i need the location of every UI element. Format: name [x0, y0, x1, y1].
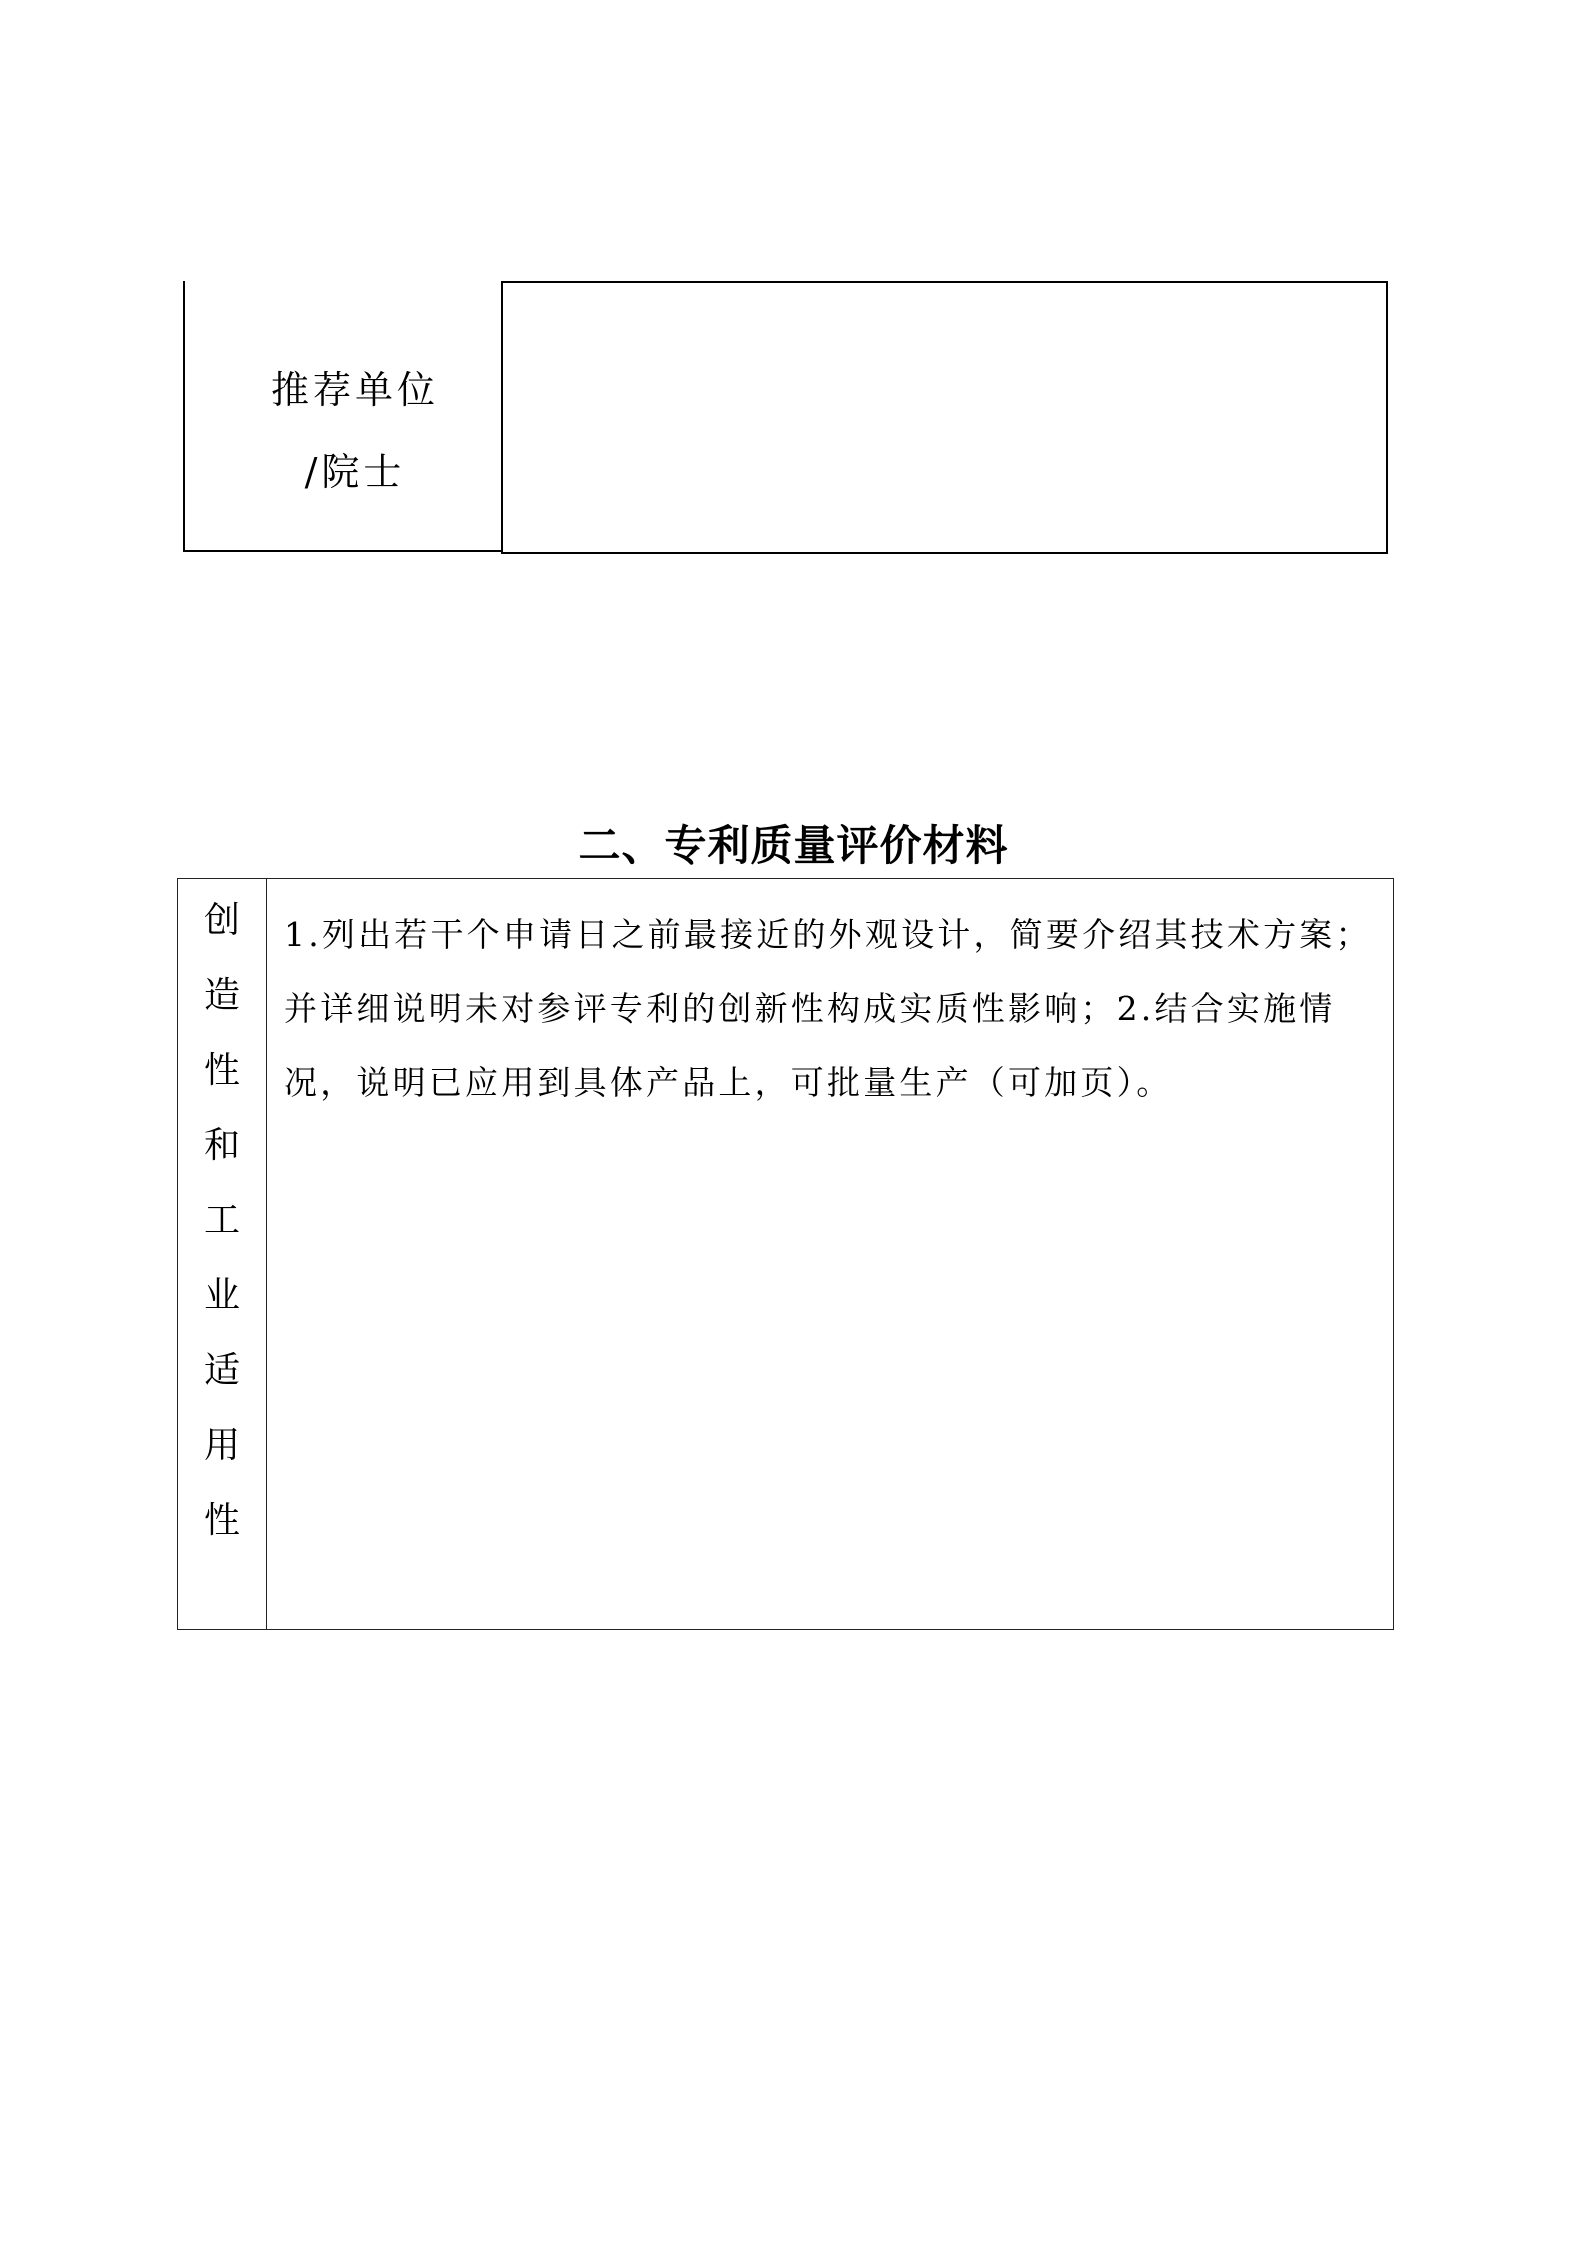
recommender-label-line1: 推荐单位 — [270, 368, 439, 412]
label-char: 业 — [203, 1275, 240, 1316]
label-char: 用 — [203, 1425, 240, 1466]
evaluation-table — [177, 878, 1394, 1630]
label-char: 工 — [203, 1200, 240, 1241]
label-char: 性 — [203, 1500, 240, 1541]
instruction-line: 并详细说明未对参评专利的创新性构成实质性影响；2.结合实施情 — [284, 989, 1336, 1028]
label-char: 创 — [203, 900, 240, 941]
evaluation-label-cell — [178, 879, 267, 1629]
label-char: 和 — [203, 1125, 240, 1166]
section-title: 二、专利质量评价材料 — [578, 821, 1009, 870]
recommender-value-cell[interactable] — [501, 281, 1388, 554]
label-char: 造 — [203, 975, 240, 1016]
instruction-line: 况，说明已应用到具体产品上，可批量生产（可加页）。 — [284, 1063, 1173, 1102]
recommender-label-line2: /院士 — [304, 450, 406, 494]
recommender-table — [183, 281, 1388, 554]
evaluation-content-cell[interactable] — [267, 879, 1393, 1629]
recommender-label-cell — [183, 281, 501, 552]
instruction-line: 1.列出若干个申请日之前最接近的外观设计，简要介绍其技术方案； — [284, 915, 1372, 954]
label-char: 性 — [203, 1050, 240, 1091]
label-char: 适 — [203, 1350, 240, 1391]
